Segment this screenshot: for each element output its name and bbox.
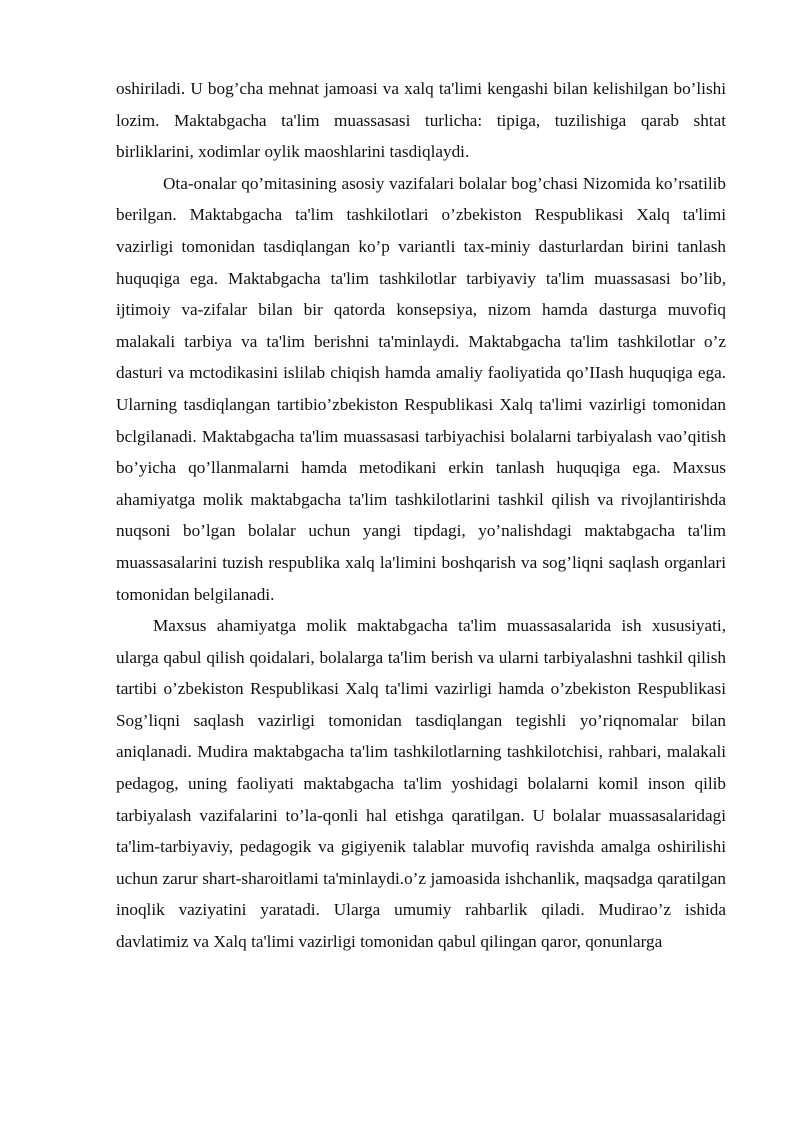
paragraph-continuation: oshiriladi. U bog’cha mehnat jamoasi va xalq ta'limi kengashi bilan kelishilgan bo’lishi lozim. Maktabgacha ta'lim muassasasi turlicha: tipiga, tuzilishiga qarab shtat birliklarini, xodimlar oylik maoshlarini tasdiqlaydi. [116, 79, 726, 162]
paragraph-special-institutions: Maxsus ahamiyatga molik maktabgacha ta'lim muassasalarida ish xususiyati, ularga qabul qilish qoidalari, bolalarga ta'lim berish va ularni tarbiyalashni tashkil qilish tartibi o’zbekiston Respublikasi Xalq ta'limi vazirligi hamda o’zbekiston Respublikasi Sog’liqni saqlash vazirligi tomonidan tasdiqlangan tegishli yo’riqnomalar bilan aniqlanadi. Mudira maktabgacha ta'lim tashkilotlarning tashkilotchisi, rahbari, malakali pedagog, uning faoliyati maktabgacha ta'lim yoshidagi bolalarni komil inson qilib tarbiyalash vazifalarini to’la-qonli hal etishga qaratilgan. U bolalar muassasalaridagi ta'lim-tarbiyaviy, pedagogik va gigiyenik talablar muvofiq ravishda amalga oshirilishi uchun zarur shart-sharoitlami ta'minlaydi.o’z jamoasida ishchanlik, maqsadga qaratilgan inoqlik vaziyatini yaratadi. Ularga umumiy rahbarlik qiladi. Mudirao’z ishida davlatimiz va Xalq ta'limi vazirligi tomonidan qabul qilingan qaror, qonunlarga [116, 616, 726, 952]
paragraph-parents-committee: Ota-onalar qo’mitasining asosiy vazifalari bolalar bog’chasi Nizomida ko’rsatilib berilgan. Maktabgacha ta'lim tashkilotlari o’zbekiston Respublikasi Xalq ta'limi vazirligi tomonidan tasdiqlangan ko’p variantli tax-miniy dasturlardan birini tanlash huquqiga ega. Maktabgacha ta'lim tashkilotlar tarbiyaviy ta'lim muassasasi bo’lib, ijtimoiy va-zifalar bilan bir qatorda konsepsiya, nizom hamda dasturga muvofiq malakali tarbiya va ta'lim berishni ta'minlaydi. Maktabgacha ta'lim tashkilotlar o’z dasturi va mctodikasini islilab chiqish hamda amaliy faoliyatida qo’IIash huquqiga ega. Ularning tasdiqlangan tartibio’zbekiston Respublikasi Xalq ta'limi vazirligi tomonidan bclgilanadi. Maktabgacha ta'lim muassasasi tarbiyachisi bolalarni tarbiyalash vao’qitish bo’yicha qo’llanmalarni hamda metodikani erkin tanlash huquqiga ega. Maxsus ahamiyatga molik maktabgacha ta'lim tashkilotlarini tashkil qilish va rivojlantirishda nuqsoni bo’lgan bolalar uchun yangi tipdagi, yo’nalishdagi maktabgacha ta'lim muassasalarini tuzish respublika xalq la'limini boshqarish va sog’liqni saqlash organlari tomonidan belgilanadi. [116, 173, 726, 604]
body-text [116, 73, 726, 958]
